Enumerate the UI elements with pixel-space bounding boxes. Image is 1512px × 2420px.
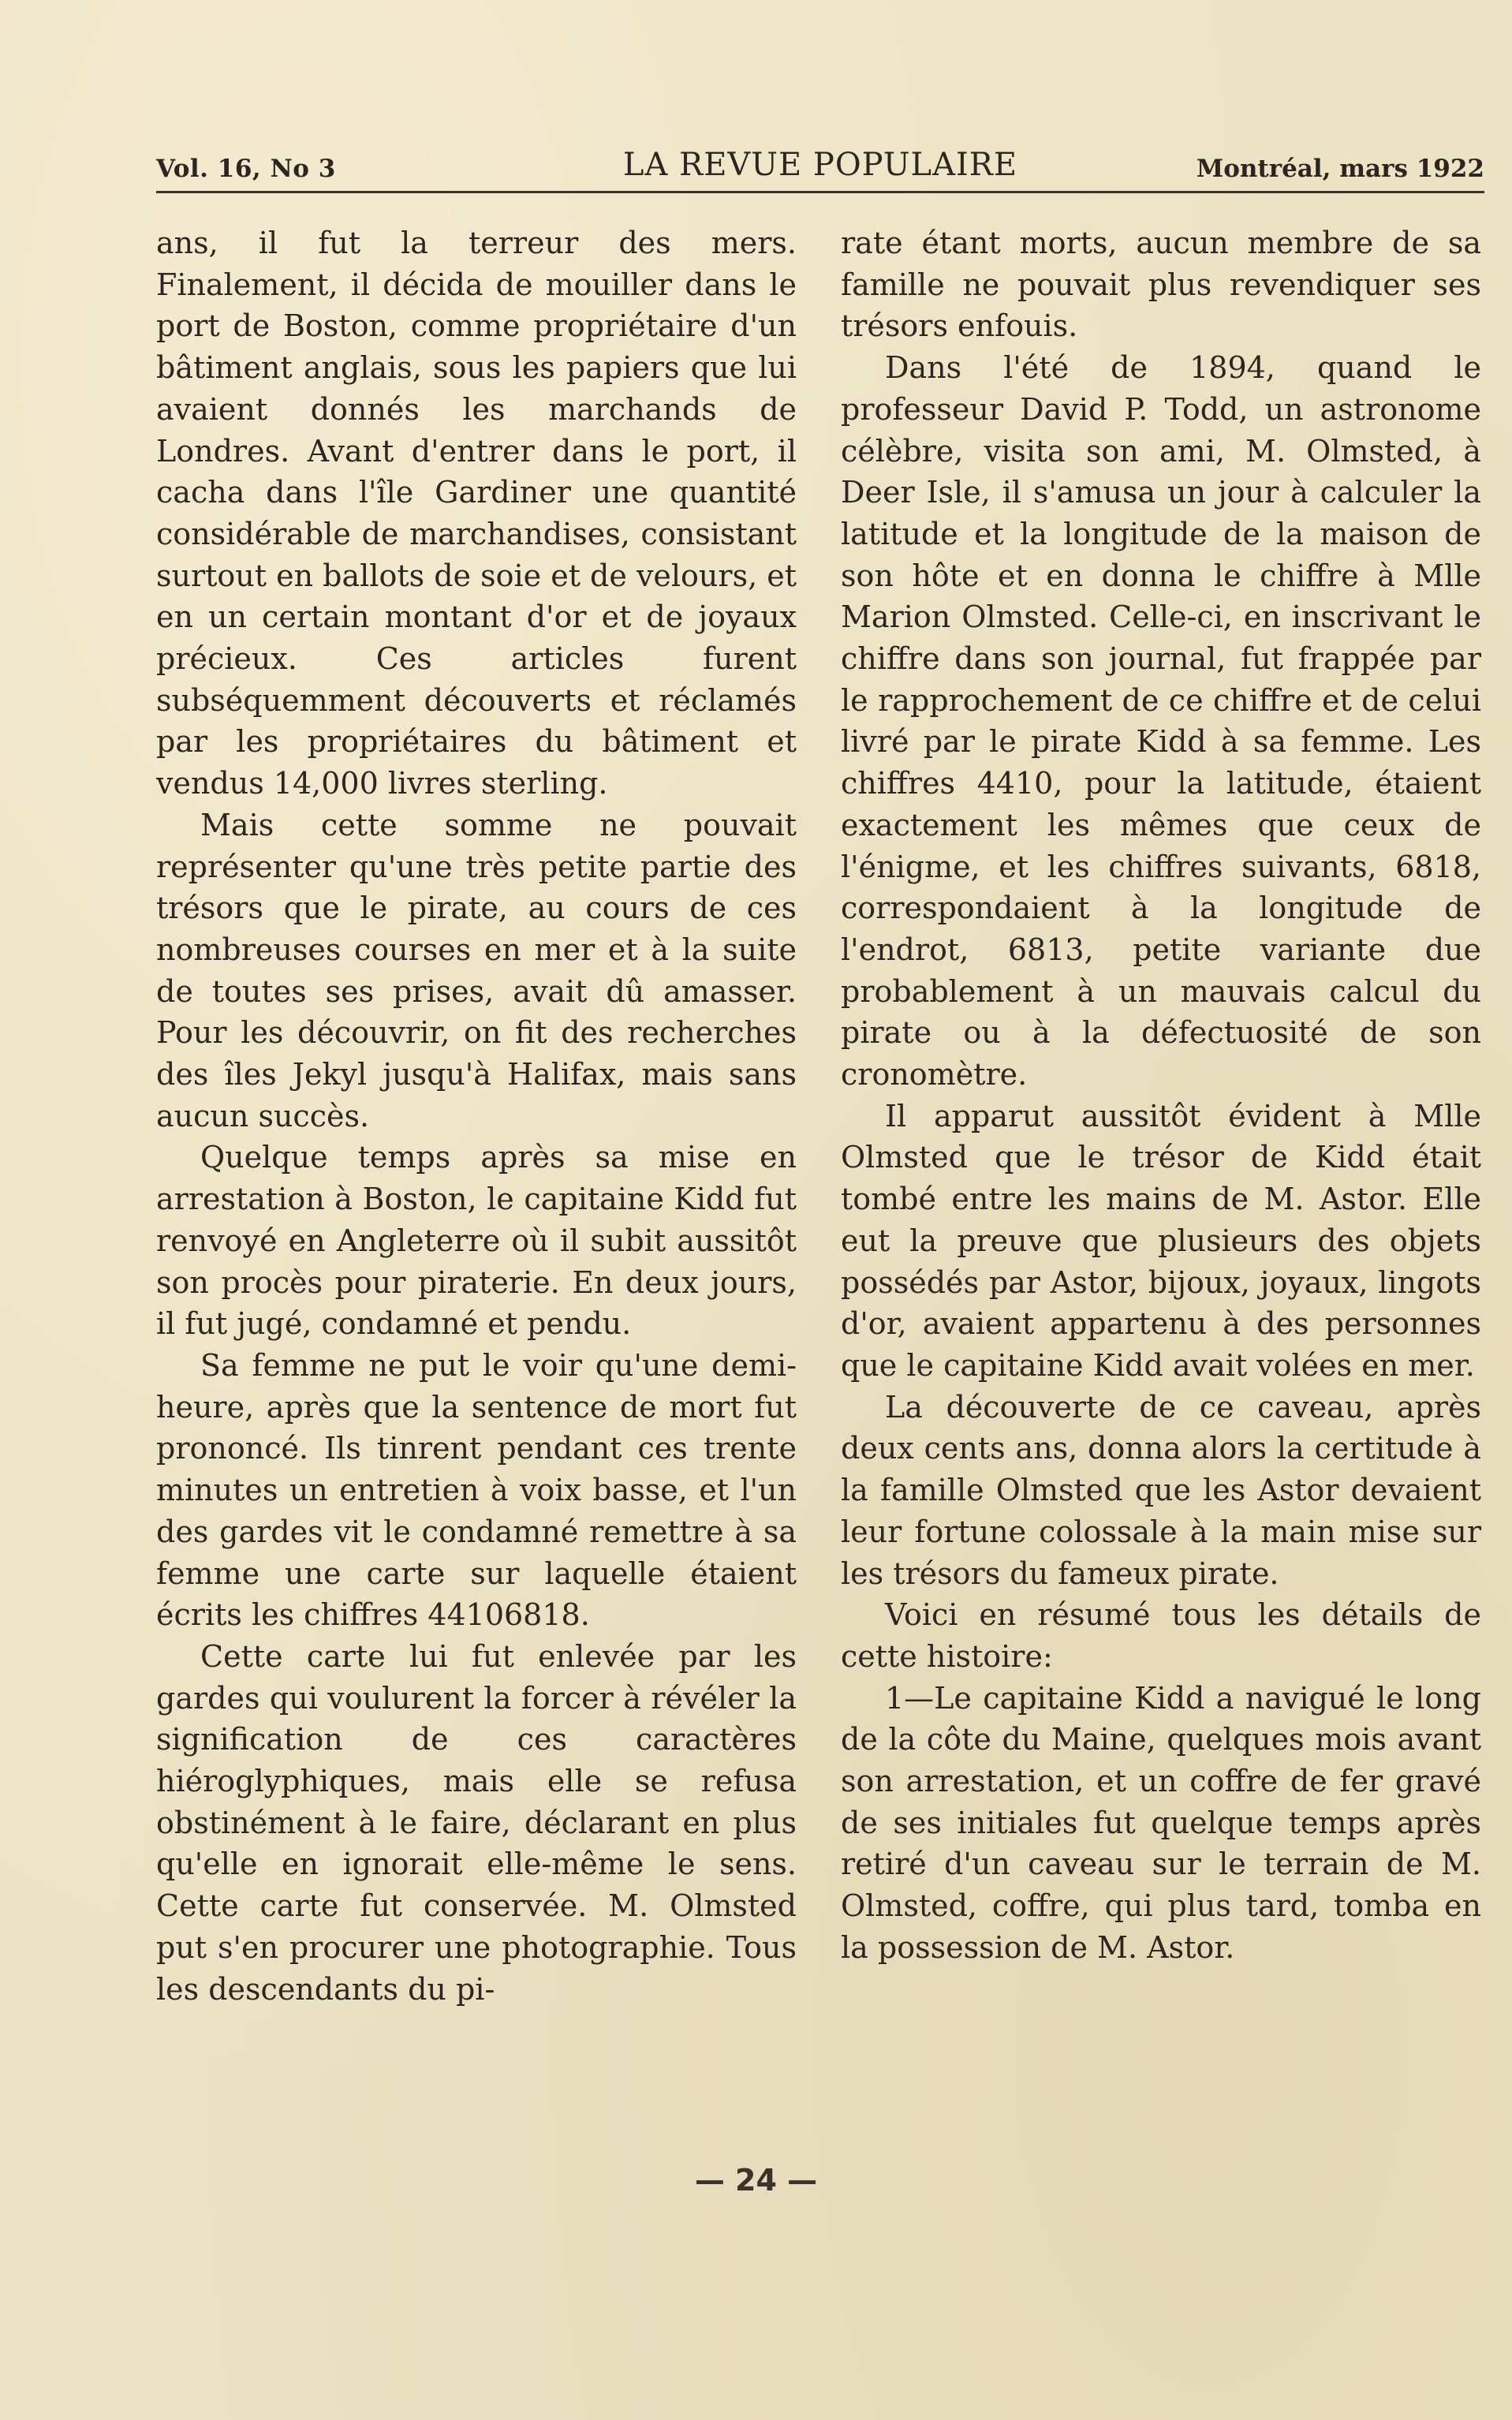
paragraph: Cette carte lui fut enlevée par les gardes qui voulurent la forcer à révéler la signification de ces caractères hiéroglyphiques, mais elle se refusa obstinément à le faire, déclarant en plus qu'elle en ignorait elle-même le sens. Cette carte fut conservée. M. Olmsted put s'en procurer une photographie. Tous les descendants du pi- <box>156 1638 797 2007</box>
right-column <box>841 222 1481 1969</box>
paragraph: 1—Le capitaine Kidd a navigué le long de la côte du Maine, quelques mois avant son arrestation, et un coffre de fer gravé de ses initiales fut quelque temps après retiré d'un caveau sur le terrain de M. Olmsted, coffre, qui plus tard, tomba en la possession de M. Astor. <box>841 1680 1481 1965</box>
volume-number: Vol. 16, No 3 <box>156 155 336 183</box>
page-number: — 24 — <box>694 2163 818 2198</box>
paragraph: Quelque temps après sa mise en arrestation à Boston, le capitaine Kidd fut renvoyé en Angleterre où il subit aussitôt son procès pour piraterie. En deux jours, il fut jugé, condamné et pendu. <box>156 1140 797 1342</box>
paragraph: La découverte de ce caveau, après deux cents ans, donna alors la certitude à la famille Olmsted que les Astor devaient leur fortune colossale à la main mise sur les trésors du fameux pirate. <box>841 1389 1481 1591</box>
left-column <box>156 222 797 2010</box>
paragraph: rate étant morts, aucun membre de sa famille ne pouvait plus revendiquer ses trésors enfouis. <box>841 226 1481 344</box>
magazine-title: LA REVUE POPULAIRE <box>622 147 1018 183</box>
header-rule <box>156 191 1484 193</box>
paragraph: Dans l'été de 1894, quand le professeur David P. Todd, un astronome célèbre, visita son ami, M. Olmsted, à Deer Isle, il s'amusa un jour à calculer la latitude et la longitude de la maison de son hôte et en donna le chiffre à Mlle Marion Olmsted. Celle-ci, en inscrivant le chiffre dans son journal, fut frappée par le rapprochement de ce chiffre et de celui livré par le pirate Kidd à sa femme. Les chiffres 4410, pour la latitude, étaient exactement les mêmes que ceux de l'énigme, et les chiffres suivants, 6818, correspondaient à la longitude de l'endrot, 6813, petite variante due probablement à un mauvais calcul du pirate ou à la défectuosité de son cronomètre. <box>841 350 1481 1092</box>
page-header <box>156 136 1484 183</box>
paragraph: Il apparut aussitôt évident à Mlle Olmsted que le trésor de Kidd était tombé entre les mains de M. Astor. Elle eut la preuve que plusieurs des objets possédés par Astor, bijoux, joyaux, lingots d'or, avaient appartenu à des personnes que le capitaine Kidd avait volées en mer. <box>841 1098 1481 1383</box>
paragraph: ans, il fut la terreur des mers. Finalement, il décida de mouiller dans le port de Boston, comme propriétaire d'un bâtiment anglais, sous les papiers que lui avaient donnés les marchands de Londres. Avant d'entrer dans le port, il cacha dans l'île Gardiner une quantité considérable de marchandises, consistant surtout en ballots de soie et de velours, et en un certain montant d'or et de joyaux précieux. Ces articles furent subséquemment découverts et réclamés par les propriétaires du bâtiment et vendus 14,000 livres sterling. <box>156 226 797 801</box>
paragraph: Voici en résumé tous les détails de cette histoire: <box>841 1597 1481 1674</box>
paragraph: Sa femme ne put le voir qu'une demi-heure, après que la sentence de mort fut prononcé. Ils tinrent pendant ces trente minutes un entretien à voix basse, et l'un des gardes vit le condamné remettre à sa femme une carte sur laquelle étaient écrits les chiffres 44106818. <box>156 1347 797 1633</box>
place-and-date: Montréal, mars 1922 <box>1196 155 1484 183</box>
paragraph: Mais cette somme ne pouvait représenter qu'une très petite partie des trésors que le pirate, au cours de ces nombreuses courses en mer et à la suite de toutes ses prises, avait dû amasser. Pour les découvrir, on fit des recherches des îles Jekyl jusqu'à Halifax, mais sans aucun succès. <box>156 807 797 1133</box>
